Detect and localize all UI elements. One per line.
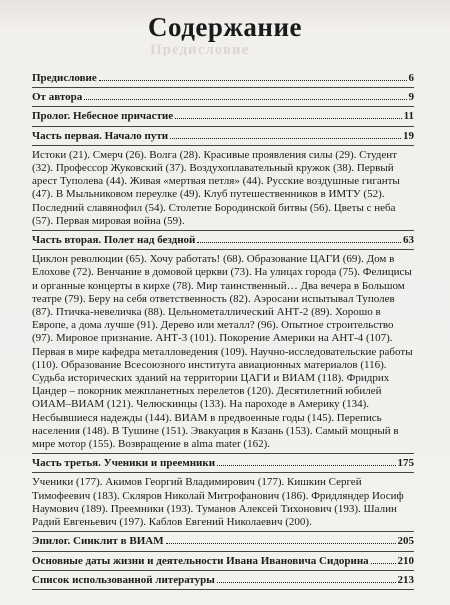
- dot-leader: [99, 80, 407, 81]
- toc-page-number: 19: [403, 129, 414, 142]
- toc-entry-preface[interactable]: [32, 72, 414, 85]
- dot-leader: [217, 582, 396, 583]
- dot-leader: [217, 465, 395, 466]
- dot-leader: [175, 118, 401, 119]
- toc-entry-title: Часть первая. Начало пути: [32, 129, 169, 142]
- toc-entry-epilogue[interactable]: [32, 535, 414, 548]
- divider: [32, 570, 414, 571]
- toc-entry-title: Пролог. Небесное причастие: [32, 110, 174, 123]
- table-of-contents: [32, 72, 414, 593]
- divider: [32, 126, 414, 127]
- page-title: Содержание: [147, 12, 303, 42]
- divider: [32, 145, 414, 146]
- divider: [32, 551, 414, 552]
- divider: [32, 589, 414, 590]
- toc-entry-bibliography[interactable]: [32, 574, 414, 587]
- toc-page-number: 11: [403, 110, 414, 123]
- dot-leader: [166, 543, 396, 544]
- toc-page-number: 63: [403, 234, 414, 247]
- chapter-list-part-two: Циклон революции (65). Хочу работать! (68). Образование ЦАГИ (69). Дом в Елохове (72). Венчание в домовой церкви (73). На улицах города (75). Фелицисы и органные концерты в кирхе (78). Мир таинственный… Два вечера в Большом театре (79). Беру на себя ответственность (82). Аэросани испытывал Туполев (87). Птичка-невеличка (88). Цельнометаллический АНТ-2 (89). Хорошо в Европе, а дома лучше (91). Дерево или металл? (96). Опытное строительство (97). Мировое признание. АНТ-3 (101). Покорение Америки на АНТ-4 (107). Первая в мире кафедра металловедения (109). Научно-исследовательские работы (110). Образование Всесоюзного института авиационных материалов (116). Судьба исторических зданий на территории ЦАГИ и ВИАМ (118). Фридрих Цандер – покорник межпланетных перелетов (120). Десятилетний юбилей ОИАМ–ВИАМ (121). Челюскинцы (133). На пароходе в Америку (134). Несбывшиеся надежды (144). ВИАМ в предвоенные годы (145). Перепись населения (148). В Тушине (151). Эвакуация в Казань (153). Самый мощный в мире мотор (155). Возвращение в alma mater (162).: [32, 253, 413, 451]
- toc-entry-title: Эпилог. Синклит в ВИАМ: [32, 535, 164, 548]
- divider: [32, 87, 414, 88]
- toc-page-number: 210: [397, 554, 414, 567]
- divider: [32, 249, 414, 250]
- dot-leader: [84, 99, 406, 100]
- bleed-through-text: Предисловие: [150, 42, 250, 56]
- dot-leader: [197, 242, 401, 243]
- toc-page-number: 205: [397, 535, 414, 548]
- toc-entry-title: Предисловие: [32, 72, 97, 84]
- toc-entry-title: Список использованной литературы: [32, 573, 215, 586]
- toc-entry-title: Часть вторая. Полет над бездной: [32, 234, 196, 247]
- divider: [32, 531, 414, 532]
- toc-entry-author[interactable]: [32, 91, 414, 104]
- divider: [32, 230, 414, 231]
- divider: [32, 106, 414, 107]
- toc-entry-part-one[interactable]: [32, 130, 414, 143]
- toc-page-number: 6: [408, 72, 414, 84]
- toc-entry-part-three[interactable]: [32, 457, 414, 470]
- chapter-list-part-one: Истоки (21). Смерч (26). Волга (28). Красивые проявления силы (29). Студент (32). Профессор Жуковский (37). Воздухоплавательный кружок (38). Первый арест Туполева (44). Живая «мертвая петля» (44). Русские воздушные гиганты (47). В Мыльниковом переулке (49). Клуб путешественников в ИМТУ (52). Последний славянофил (54). Столетие Бородинской битвы (56). Цветы с неба (57). Первая мировая война (59).: [32, 148, 400, 227]
- toc-entry-title: От автора: [32, 91, 83, 104]
- toc-entry-title: Часть третья. Ученики и преемники: [32, 457, 216, 470]
- toc-entry-title: Основные даты жизни и деятельности Ивана Ивановича Сидорина: [32, 554, 369, 567]
- toc-entry-part-two[interactable]: [32, 234, 414, 247]
- toc-page-number: 9: [408, 91, 414, 104]
- toc-page-number: 213: [397, 573, 414, 586]
- divider: [32, 472, 414, 473]
- dot-leader: [170, 138, 401, 139]
- toc-entry-dates[interactable]: [32, 555, 414, 568]
- dot-leader: [371, 563, 396, 564]
- divider: [32, 453, 414, 454]
- toc-entry-prologue[interactable]: [32, 110, 414, 123]
- chapter-list-part-three: Ученики (177). Акимов Георгий Владимирович (177). Кишкин Сергей Тимофеевич (183). Скляров Николай Митрофанович (186). Фридляндер Иосиф Наумович (189). Преемники (193). Туманов Алексей Тихонович (193). Шалин Радий Евгеньевич (197). Каблов Евгений Николаевич (200).: [32, 476, 404, 529]
- toc-page-number: 175: [397, 457, 414, 470]
